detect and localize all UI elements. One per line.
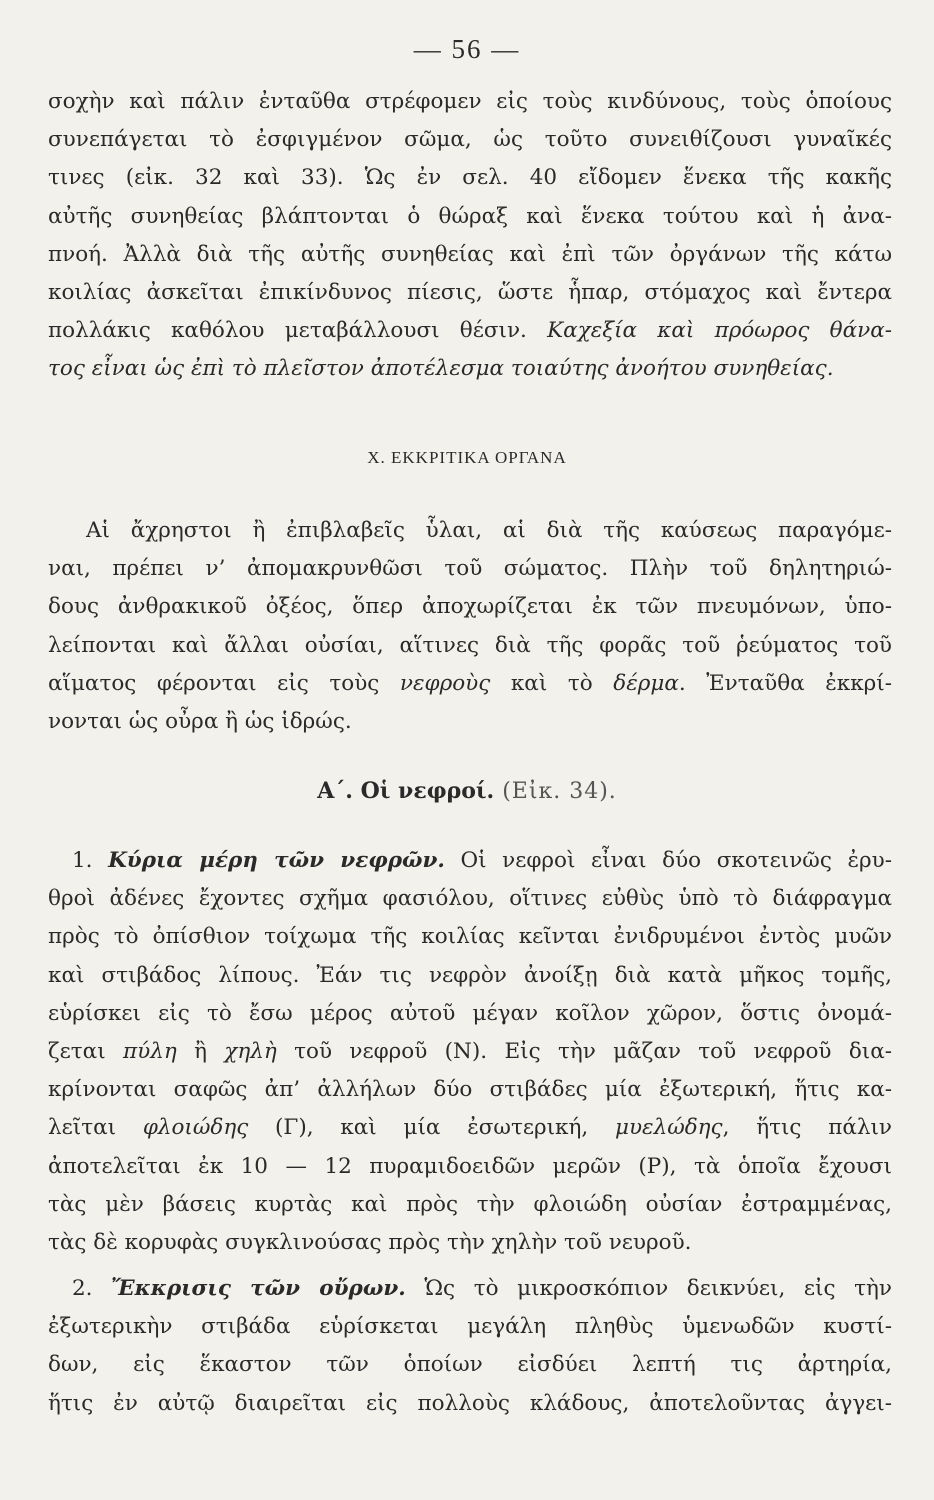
subheading-title: Α΄. Οἱ νεφροί. — [317, 778, 495, 804]
text-line: πνοή. Ἀλλὰ διὰ τῆς αὐτῆς συνηθείας καὶ ἐπὶ τῶν ὀργάνων τῆς κάτω — [48, 241, 892, 267]
italic-term: φλοιώδης — [142, 1115, 249, 1141]
text-line: αὐτῆς συνηθείας βλάπτονται ὁ θώραξ καὶ ἕνεκα τούτου καὶ ἡ ἀνα- — [48, 203, 892, 229]
paragraph-1 — [48, 83, 892, 389]
text-line — [48, 1109, 892, 1147]
text-line — [48, 312, 892, 350]
text-line: ἀποτελεῖται ἐκ 10 — 12 πυραμιδοειδῶν μερῶν (Ρ), τὰ ὁποῖα ἔχουσι — [48, 1153, 892, 1179]
text-segment: , ἥτις πάλιν — [722, 1115, 892, 1141]
text-line: Αἱ ἄχρηστοι ἢ ἐπιβλαβεῖς ὗλαι, αἱ διὰ τῆς καύσεως παραγόμε- — [86, 518, 892, 543]
text-line — [48, 842, 892, 880]
text-line — [48, 665, 892, 703]
item-1 — [48, 842, 892, 1262]
italic-term: νεφροὺς — [399, 670, 491, 696]
text-segment: πολλάκις καθόλου μεταβάλλουσι θέσιν. — [48, 318, 527, 344]
section-title: X. ΕΚΚΡΙΤΙΚΑ ΟΡΓΑΝΑ — [367, 448, 567, 467]
text-line: κοιλίας ἀσκεῖται ἐπικίνδυνος πίεσις, ὥστε ἧπαρ, στόμαχος καὶ ἔντερα — [48, 279, 892, 305]
text-line: ἐξωτερικὴν στιβάδα εὑρίσκεται μεγάλη πληθὺς ὑμενωδῶν κυστί- — [48, 1314, 892, 1340]
text-segment: ἢ — [176, 1038, 225, 1064]
text-line: συνεπάγεται τὸ ἐσφιγμένον σῶμα, ὡς τοῦτο συνειθίζουσι γυναῖκές — [48, 127, 892, 153]
text-line: τὰς δὲ κορυφὰς συγκλινούσας πρὸς τὴν χηλὴν τοῦ νευροῦ. — [48, 1229, 692, 1255]
text-line: θροὶ ἀδένες ἔχοντες σχῆμα φασιόλου, οἵτινες εὐθὺς ὑπὸ τὸ διάφραγμα — [48, 886, 892, 912]
italic-term: πύλη — [123, 1038, 177, 1064]
figure-reference: (Εἰκ. 34). — [494, 779, 617, 804]
text-line: ναι, πρέπει ν’ ἀπομακρυνθῶσι τοῦ σώματος. Πλὴν τοῦ δηλητηριώ- — [48, 556, 892, 582]
subheading — [0, 778, 934, 804]
text-segment: τοῦ νεφροῦ (Ν). Εἰς τὴν μᾶζαν τοῦ νεφροῦ δια- — [276, 1038, 892, 1064]
text-segment: Οἱ νεφροὶ εἶναι δύο σκοτεινῶς ἐρυ- — [444, 848, 892, 873]
text-segment: Ὡς τὸ μικροσκόπιον δεικνύει, εἰς τὴν — [405, 1276, 892, 1301]
text-line: δων, εἰς ἕκαστον τῶν ὁποίων εἰσδύει λεπτή τις ἀρτηρία, — [48, 1352, 892, 1378]
item-2 — [48, 1270, 892, 1423]
text-line: τὰς μὲν βάσεις κυρτὰς καὶ πρὸς τὴν φλοιώδη οὐσίαν ἐστραμμένας, — [48, 1191, 892, 1217]
text-segment: ζεται — [48, 1038, 123, 1064]
text-line — [48, 1033, 892, 1071]
text-line: λείπονται καὶ ἄλλαι οὐσίαι, αἵτινες διὰ τῆς φορᾶς τοῦ ῥεύματος τοῦ — [48, 632, 892, 658]
text-line: κρίνονται σαφῶς ἀπ’ ἀλλήλων δύο στιβάδες μία ἐξωτερική, ἥτις κα- — [48, 1077, 892, 1103]
italic-term: δέρμα — [613, 670, 679, 696]
paragraph-2 — [48, 512, 892, 741]
text-segment: (Γ), καὶ μία ἐσωτερική, — [248, 1115, 615, 1141]
text-line: νονται ὡς οὖρα ἢ ὡς ἱδρώς. — [48, 708, 352, 734]
item-number: 1. — [72, 848, 109, 873]
text-segment: λεῖται — [48, 1115, 143, 1141]
text-line: δους ἀνθρακικοῦ ὀξέος, ὅπερ ἀποχωρίζεται ἐκ τῶν πνευμόνων, ὑπο- — [48, 594, 892, 620]
text-line: ἥτις ἐν αὐτῷ διαιρεῖται εἰς πολλοὺς κλάδους, ἀποτελοῦντας ἀγγει- — [48, 1390, 892, 1416]
text-line: εὑρίσκει εἰς τὸ ἔσω μέρος αὐτοῦ μέγαν κοῖλον χῶρον, ὅστις ὀνομά- — [48, 1000, 892, 1026]
item-number: 2. — [72, 1276, 112, 1301]
text-line: πρὸς τὸ ὀπίσθιον τοίχωμα τῆς κοιλίας κεῖνται ἐνιδρυμένοι ἐντὸς μυῶν — [48, 924, 892, 950]
text-line: τος εἶναι ὡς ἐπὶ τὸ πλεῖστον ἀποτέλεσμα τοιαύτης ἀνοήτου συνηθείας. — [48, 356, 834, 382]
text-line — [48, 1270, 892, 1308]
text-line: σοχὴν καὶ πάλιν ἐνταῦθα στρέφομεν εἰς τοὺς κινδύνους, τοὺς ὁποίους — [48, 89, 892, 114]
item-heading: Ἔκκρισις τῶν οὔρων. — [111, 1276, 406, 1301]
italic-term: μυελώδης — [614, 1115, 723, 1141]
text-segment: καὶ τὸ — [490, 670, 614, 696]
italic-segment: Καχεξία καὶ πρόωρος θάνα- — [526, 318, 892, 344]
text-segment: αἵματος φέρονται εἰς τοὺς — [48, 670, 400, 696]
text-line: καὶ στιβάδος λίπους. Ἐάν τις νεφρὸν ἀνοίξῃ διὰ κατὰ μῆκος τομῆς, — [48, 962, 892, 988]
text-line: τινες (εἰκ. 32 καὶ 33). Ὡς ἐν σελ. 40 εἴδομεν ἕνεκα τῆς κακῆς — [48, 165, 892, 191]
page-number: — 56 — — [413, 34, 521, 64]
italic-term: χηλὴ — [224, 1038, 277, 1064]
text-segment: . Ἐνταῦθα ἐκκρί- — [678, 670, 892, 696]
item-heading: Κύρια μέρη τῶν νεφρῶν. — [108, 848, 445, 873]
